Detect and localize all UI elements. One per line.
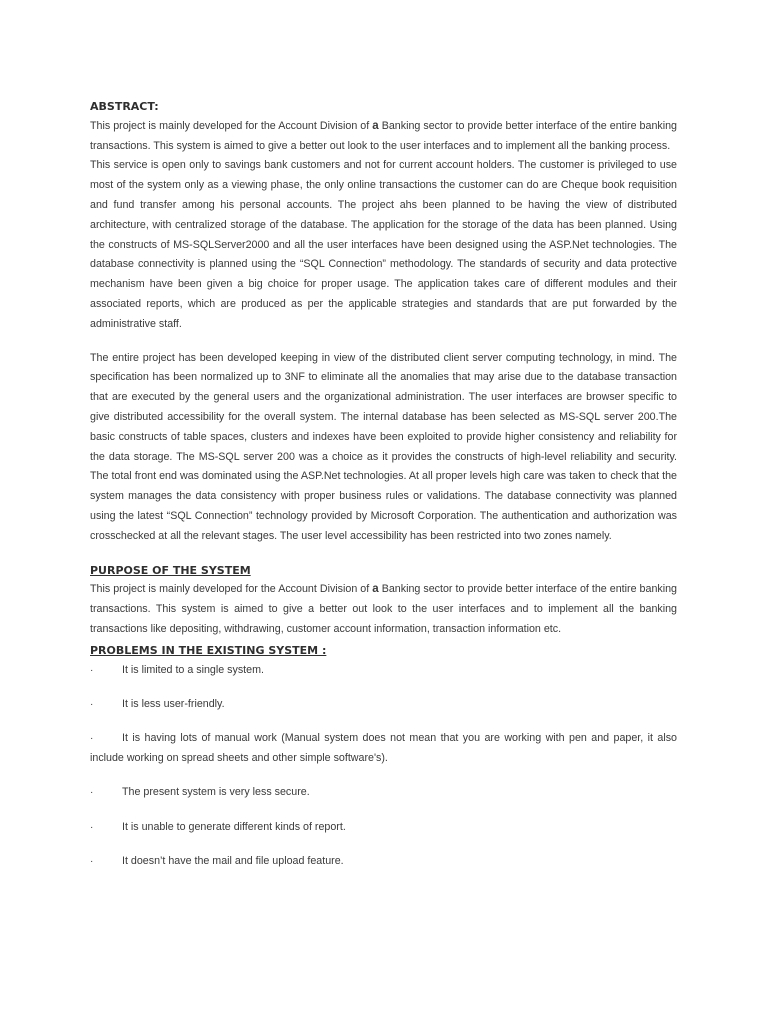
abstract-paragraph-2: This service is open only to savings bank customers and not for current account holders. The customer is privileged to use most of the system only as a viewing phase, the only online transactions the customer can do are Cheque book requisition and fund transfer among his personal accounts. The project ahs been planned to be having the view of distributed architecture, with centralized storage of the database. The application for the storage of the data has been planned. Using the constructs of MS-SQLServer2000 and all the user interfaces have been designed using the ASP.Net technologies. The database connectivity is planned using the “SQL Connection” methodology. The standards of security and data protective mechanism have been given a big choice for proper usage. The application takes care of different modules and their associated reports, which are produced as per the applicable strategies and standards that are put forwarded by the administrative staff. <box>90 159 677 330</box>
bullet-icon: · <box>90 733 94 745</box>
abstract-paragraph-1: This project is mainly developed for the Account Division of a Banking sector to provide better interface of the entire banking transactions. This system is aimed to give a better out look to the user interfaces and to implement all the banking process. <box>90 119 677 152</box>
bullet-icon: · <box>90 664 94 676</box>
document-body <box>90 97 677 872</box>
abstract-paragraph-3: The entire project has been developed keeping in view of the distributed client server computing technology, in mind. The specification has been normalized up to 3NF to eliminate all the anomalies that may arise due to the database transaction that are executed by the general users and the organizational administration. The user interfaces are browser specific to give distributed accessibility for the overall system. The internal database has been selected as MS-SQL server 200.The basic constructs of table spaces, clusters and indexes have been exploited to provide higher consistency and reliability for the data storage. The MS-SQL server 200 was a choice as it provides the constructs of high-level reliability and security. The total front end was dominated using the ASP.Net technologies. At all proper levels high care was taken to check that the system manages the data consistency with proper business rules or validations. The database connectivity was planned using the latest “SQL Connection” technology provided by Microsoft Corporation. The authentication and authorization was crosschecked at all the relevant stages. The user level accessibility has been restricted into two zones namely. <box>90 351 677 542</box>
bullet-icon: · <box>90 787 94 799</box>
abstract-heading: ABSTRACT: <box>90 100 159 113</box>
problems-heading: PROBLEMS IN THE EXISTING SYSTEM : <box>90 643 327 657</box>
purpose-paragraph: This project is mainly developed for the Account Division of a Banking sector to provide better interface of the entire banking transactions. This system is aimed to give a better out look to the user interfaces and to implement all the banking transactions like depositing, withdrawing, customer account information, transaction information etc. <box>90 583 677 635</box>
problem-item: · It is unable to generate different kinds of report. <box>90 818 677 838</box>
problem-item: · It is limited to a single system. <box>90 661 677 681</box>
bullet-icon: · <box>90 698 94 710</box>
problem-item: · It doesn’t have the mail and file upload feature. <box>90 852 677 872</box>
problem-item: · It is having lots of manual work (Manual system does not mean that you are working with pen and paper, it also include working on spread sheets and other simple software's). <box>90 729 677 769</box>
purpose-heading: PURPOSE OF THE SYSTEM <box>90 563 251 577</box>
bullet-icon: · <box>90 855 94 867</box>
problem-item: · It is less user-friendly. <box>90 695 677 715</box>
bullet-icon: · <box>90 821 94 833</box>
problem-item: · The present system is very less secure. <box>90 783 677 803</box>
